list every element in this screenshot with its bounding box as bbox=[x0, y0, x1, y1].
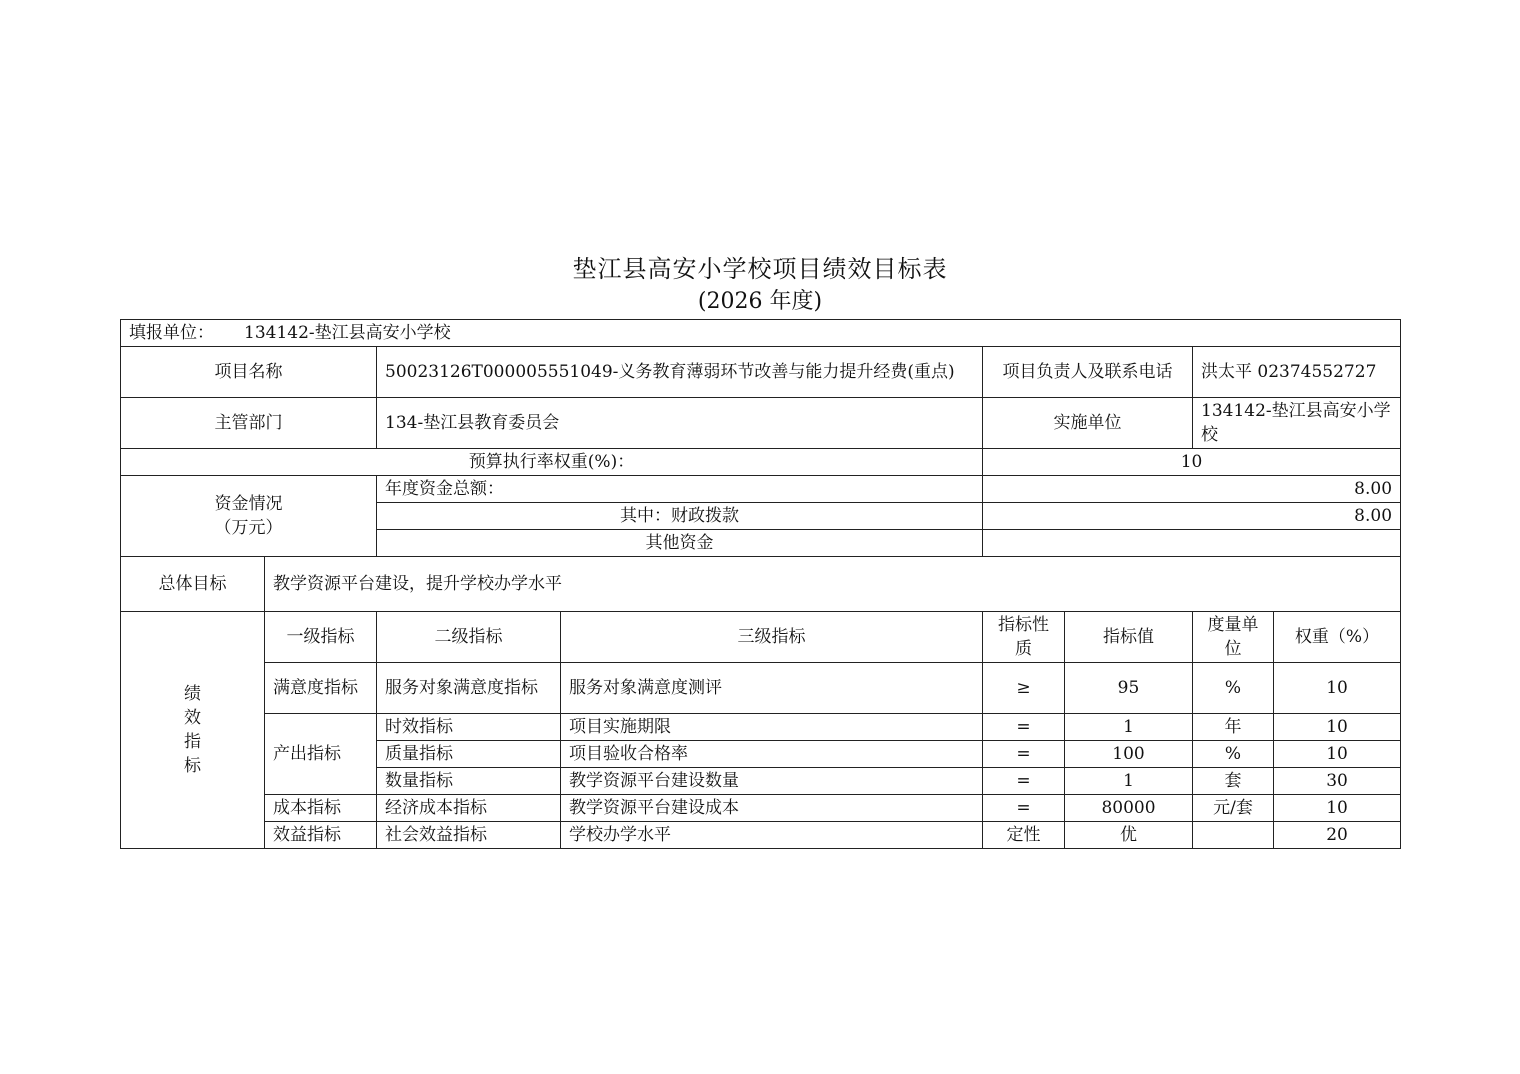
nature-cell: = bbox=[983, 714, 1065, 741]
budget-rate-label: 预算执行率权重(%)： bbox=[121, 449, 983, 476]
level2-cell: 服务对象满意度指标 bbox=[377, 663, 561, 714]
perf-label bbox=[121, 612, 265, 849]
funds-other-label: 其他资金 bbox=[377, 530, 983, 557]
funds-fiscal-value: 8.00 bbox=[983, 503, 1401, 530]
project-name-value: 50023126T000005551049-义务教育薄弱环节改善与能力提升经费(重点) bbox=[377, 347, 983, 398]
weight-cell: 10 bbox=[1274, 795, 1401, 822]
goal-value: 教学资源平台建设，提升学校办学水平 bbox=[265, 557, 1401, 612]
unit-cell: % bbox=[1193, 741, 1274, 768]
level3-cell: 项目验收合格率 bbox=[561, 741, 983, 768]
header-weight: 权重（%） bbox=[1274, 612, 1401, 663]
unit-row bbox=[121, 320, 1401, 347]
header-nature: 指标性质 bbox=[983, 612, 1065, 663]
nature-cell: = bbox=[983, 795, 1065, 822]
page-title: 垫江县高安小学校项目绩效目标表 bbox=[572, 255, 948, 283]
unit-cell: 套 bbox=[1193, 768, 1274, 795]
level3-cell: 教学资源平台建设成本 bbox=[561, 795, 983, 822]
unit-label: 填报单位： bbox=[129, 323, 214, 343]
level3-cell: 教学资源平台建设数量 bbox=[561, 768, 983, 795]
dept-row bbox=[121, 398, 1401, 449]
nature-cell: 定性 bbox=[983, 822, 1065, 849]
table-row bbox=[121, 822, 1401, 849]
level2-cell: 质量指标 bbox=[377, 741, 561, 768]
table-row bbox=[121, 795, 1401, 822]
nature-cell: ≥ bbox=[983, 663, 1065, 714]
funds-other-value bbox=[983, 530, 1401, 557]
impl-unit-label: 实施单位 bbox=[983, 398, 1193, 449]
level3-cell: 服务对象满意度测评 bbox=[561, 663, 983, 714]
impl-unit-value: 134142-垫江县高安小学校 bbox=[1193, 398, 1401, 449]
dept-value: 134-垫江县教育委员会 bbox=[377, 398, 983, 449]
level2-cell: 经济成本指标 bbox=[377, 795, 561, 822]
budget-rate-row bbox=[121, 449, 1401, 476]
page-subtitle: (2026 年度) bbox=[697, 289, 823, 314]
value-cell: 95 bbox=[1065, 663, 1193, 714]
header-level1: 一级指标 bbox=[265, 612, 377, 663]
unit-cell bbox=[1193, 822, 1274, 849]
header-value: 指标值 bbox=[1065, 612, 1193, 663]
weight-cell: 10 bbox=[1274, 714, 1401, 741]
value-cell: 100 bbox=[1065, 741, 1193, 768]
unit-cell: % bbox=[1193, 663, 1274, 714]
table-row bbox=[121, 663, 1401, 714]
header-level2: 二级指标 bbox=[377, 612, 561, 663]
value-cell: 80000 bbox=[1065, 795, 1193, 822]
level2-cell: 社会效益指标 bbox=[377, 822, 561, 849]
weight-cell: 10 bbox=[1274, 741, 1401, 768]
perf-label-char: 指 bbox=[184, 732, 201, 752]
unit-cell: 元/套 bbox=[1193, 795, 1274, 822]
project-name-label: 项目名称 bbox=[121, 347, 377, 398]
nature-cell: = bbox=[983, 768, 1065, 795]
funds-label bbox=[121, 476, 377, 557]
perf-header-row bbox=[121, 612, 1401, 663]
level3-cell: 学校办学水平 bbox=[561, 822, 983, 849]
unit-cell: 年 bbox=[1193, 714, 1274, 741]
funds-fiscal-label: 其中：财政拨款 bbox=[377, 503, 983, 530]
dept-label: 主管部门 bbox=[121, 398, 377, 449]
funds-label-line1: 资金情况 bbox=[214, 494, 283, 514]
level1-cell: 满意度指标 bbox=[265, 663, 377, 714]
level1-cell: 效益指标 bbox=[265, 822, 377, 849]
perf-label-char: 绩 bbox=[184, 684, 201, 704]
table-row bbox=[121, 714, 1401, 741]
goal-row bbox=[121, 557, 1401, 612]
value-cell: 1 bbox=[1065, 768, 1193, 795]
level2-cell: 时效指标 bbox=[377, 714, 561, 741]
header-level3: 三级指标 bbox=[561, 612, 983, 663]
weight-cell: 20 bbox=[1274, 822, 1401, 849]
value-cell: 1 bbox=[1065, 714, 1193, 741]
level2-cell: 数量指标 bbox=[377, 768, 561, 795]
value-cell: 优 bbox=[1065, 822, 1193, 849]
level1-cell: 产出指标 bbox=[265, 714, 377, 795]
perf-label-char: 标 bbox=[184, 756, 201, 776]
funds-total-row bbox=[121, 476, 1401, 503]
unit-cell bbox=[121, 320, 1401, 347]
funds-total-label: 年度资金总额： bbox=[377, 476, 983, 503]
project-row bbox=[121, 347, 1401, 398]
unit-value: 134142-垫江县高安小学校 bbox=[244, 323, 451, 343]
budget-rate-value: 10 bbox=[983, 449, 1401, 476]
nature-cell: = bbox=[983, 741, 1065, 768]
goal-label: 总体目标 bbox=[121, 557, 265, 612]
performance-table bbox=[120, 319, 1401, 849]
weight-cell: 10 bbox=[1274, 663, 1401, 714]
level3-cell: 项目实施期限 bbox=[561, 714, 983, 741]
project-leader-value: 洪太平 02374552727 bbox=[1193, 347, 1401, 398]
perf-label-char: 效 bbox=[184, 708, 201, 728]
weight-cell: 30 bbox=[1274, 768, 1401, 795]
header-unit: 度量单位 bbox=[1193, 612, 1274, 663]
project-leader-label: 项目负责人及联系电话 bbox=[983, 347, 1193, 398]
level1-cell: 成本指标 bbox=[265, 795, 377, 822]
funds-total-value: 8.00 bbox=[983, 476, 1401, 503]
funds-label-line2: （万元） bbox=[214, 518, 283, 538]
